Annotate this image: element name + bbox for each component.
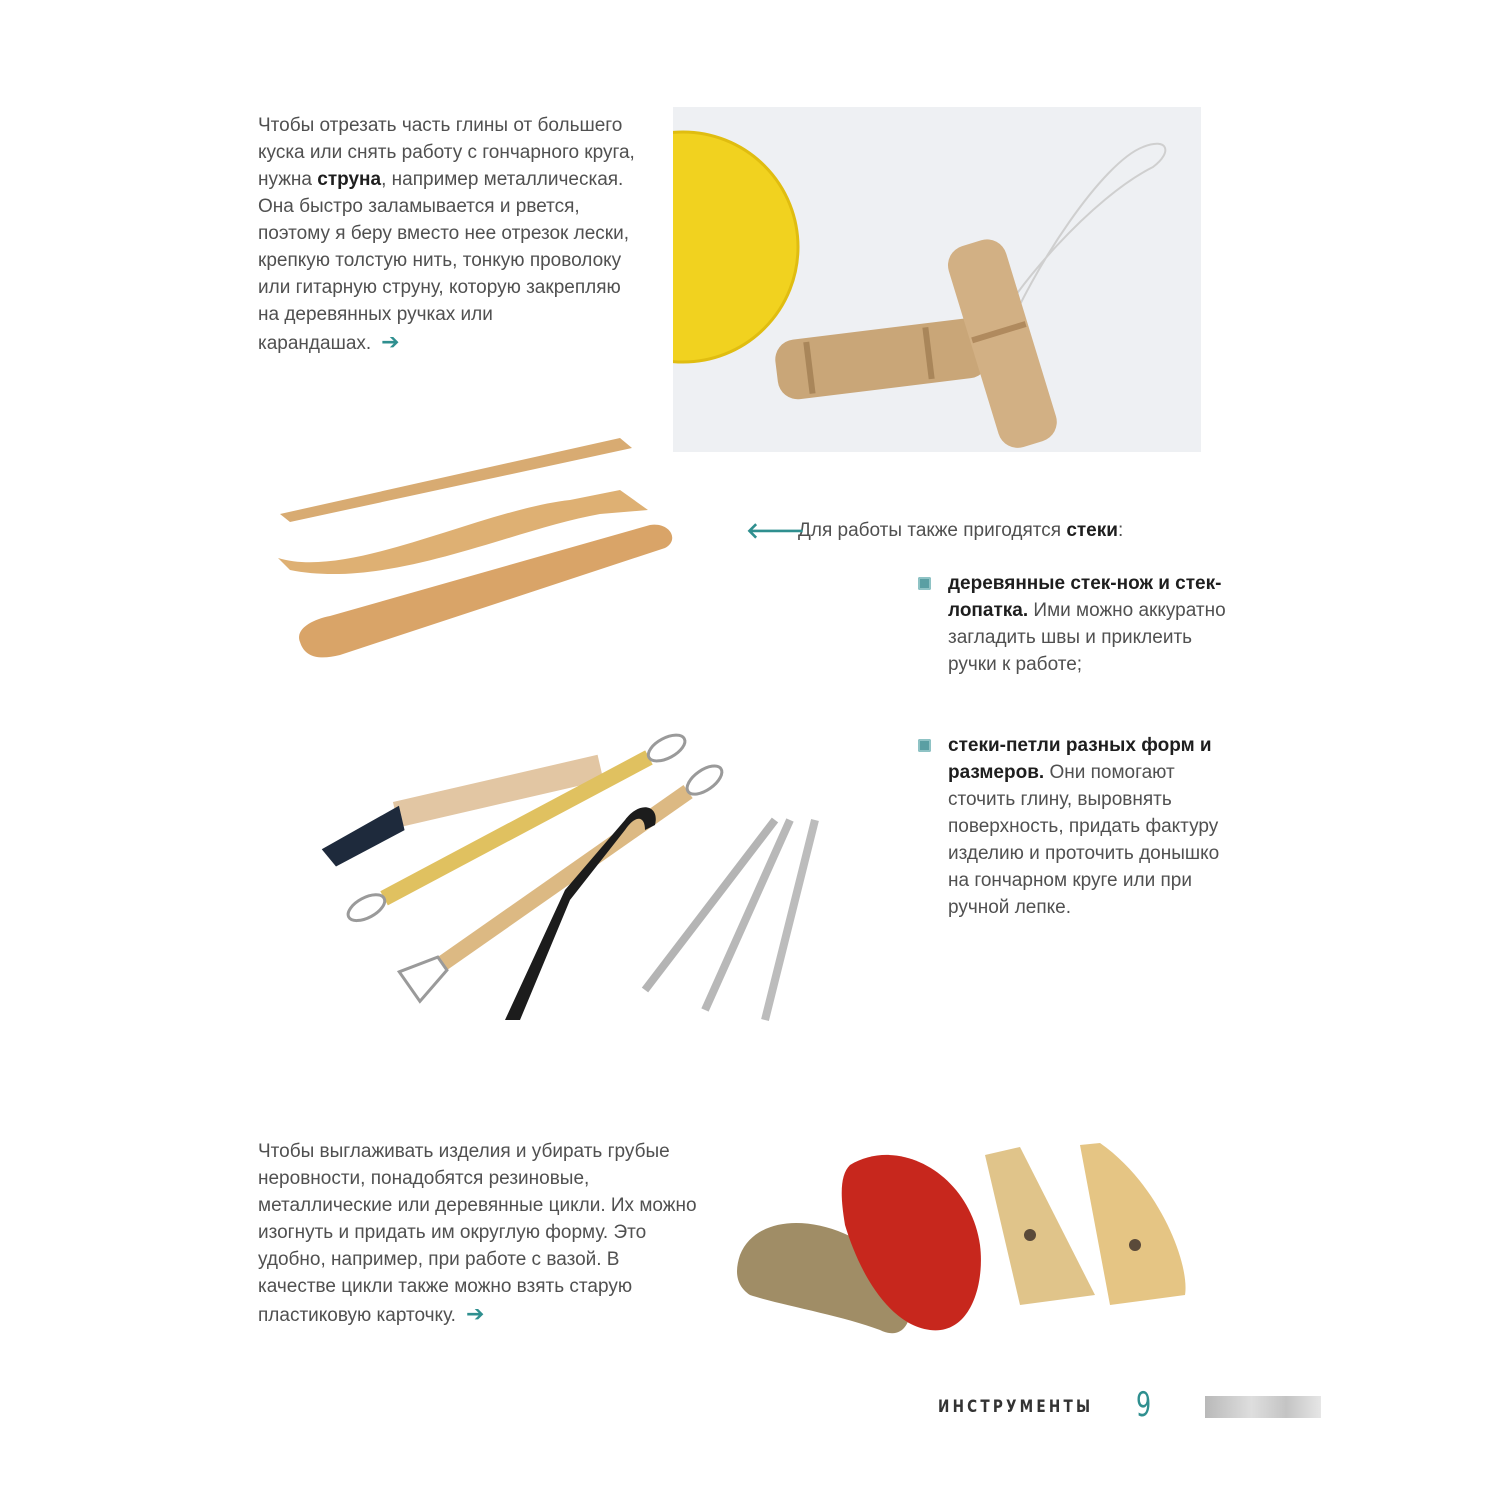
page-number: 9 [1136,1385,1152,1425]
bullet-loop-stacks [918,732,1228,921]
stacks-intro [746,517,1218,544]
photo-wooden-modeling-tools [270,430,690,670]
photo-loop-tools [295,720,855,1040]
bullet-square-icon [918,739,931,752]
string-paragraph-text: Чтобы отрезать часть глины от большего куска или снять работу с гончарного круга, нужна [258,115,635,190]
bullet-title: стеки-петли разных форм и размеров. [948,735,1212,783]
arrow-right-icon: ➔ [465,1301,485,1326]
stacks-intro-text: Для работы также пригодятся [798,520,1067,541]
bullet-text: Они помогают сточить глину, выровнять поверхность, придать фактуру изделию и проточить донышко на гончарном круге или при ручной лепке. [948,762,1220,918]
ribs-paragraph-text: Чтобы выглаживать изделия и убирать грубые неровности, понадобятся резиновые, металлические или деревянные цикли. Их можно изогнуть и придать им округлую форму. Это удобно, например, при работе с вазой. В качестве цикли также можно взять старую пластиковую карточку. [258,1141,697,1326]
arrow-left-icon: 🡐 [746,518,805,543]
string-paragraph-text-end: , например металлическая. Она быстро заламывается и рвется, поэтому я беру вместо нее отрезок лески, крепкую толстую нить, тонкую проволоку или гитарную струну, которую закрепляю на деревянных ручках или карандашах. [258,169,630,354]
string-term: струна [317,169,382,190]
stacks-term: стеки [1066,520,1118,541]
photo-sponge-and-wire-cutter [673,107,1201,452]
bullet-text: Ими можно аккуратно загладить швы и приклеить ручки к работе; [948,600,1226,675]
bullet-wooden-stacks [918,570,1228,678]
ribs-paragraph [258,1138,698,1329]
string-paragraph [258,112,638,357]
decorative-clay-strip [1205,1396,1321,1418]
photo-clay-ribs [730,1135,1200,1345]
arrow-right-icon: ➔ [381,329,400,354]
stacks-intro-colon: : [1117,520,1124,541]
section-title: ИНСТРУМЕНТЫ [938,1397,1094,1417]
bullet-title: деревянные стек-нож и стек-лопатка. [948,573,1222,621]
bullet-square-icon [918,577,931,590]
